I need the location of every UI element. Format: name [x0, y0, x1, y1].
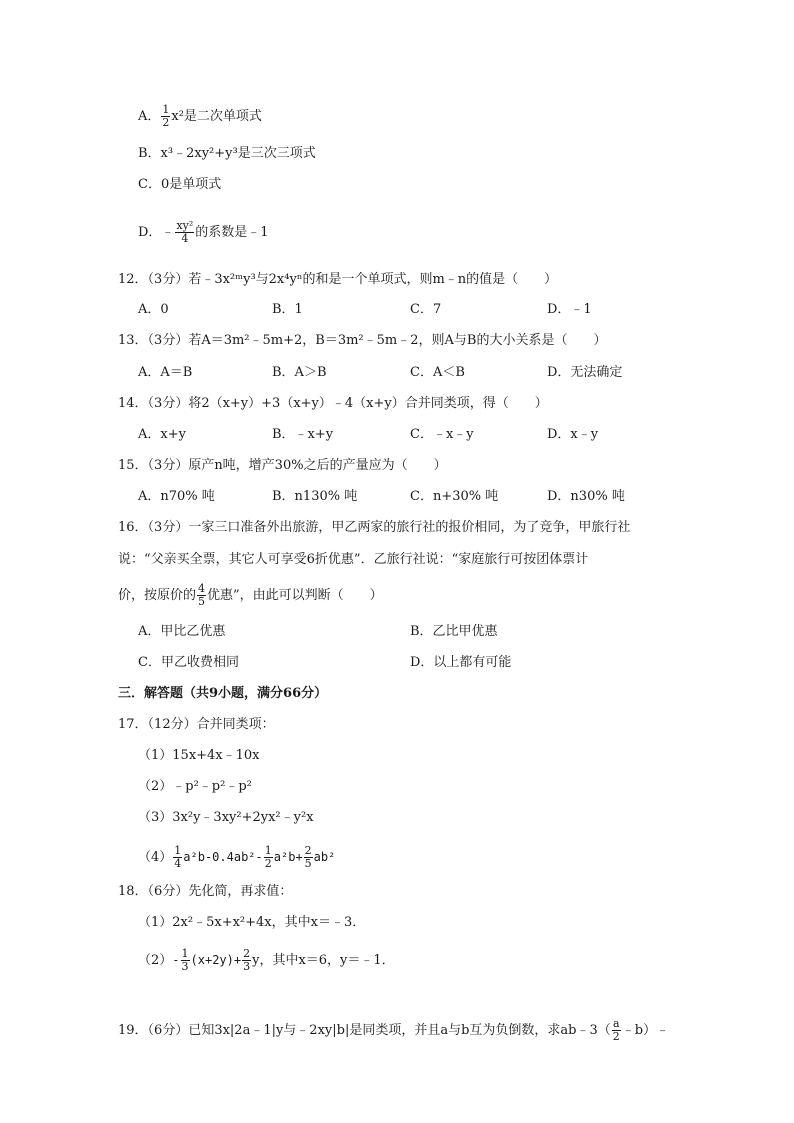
q16-stem-line-3 [118, 583, 383, 608]
q13-option-c: C．A＜B [410, 365, 465, 380]
q14-stem: 14．（3分）将2（x+y）+3（x+y）﹣4（x+y）合并同类项，得（ ） [118, 396, 548, 411]
expression-term: a²b+ [273, 850, 303, 864]
q13-option-d: D．无法确定 [547, 365, 623, 380]
option-text: x²是二次单项式 [171, 109, 262, 124]
q14-option-d: D．x﹣y [547, 427, 599, 442]
fraction-denominator: 2 [264, 857, 272, 870]
q13-option-b: B．A＞B [272, 365, 327, 380]
expression-term: - [172, 953, 180, 967]
q12-stem: 12．（3分）若﹣3x²ᵐy³与2x⁴yⁿ的和是一个单项式，则m﹣n的值是（ ） [118, 272, 558, 287]
q12-option-a: A．0 [138, 302, 169, 317]
section-heading: 三．解答题（共9小题，满分66分） [118, 686, 328, 701]
q16-option-c: C．甲乙收费相同 [138, 655, 239, 670]
expression-term: ab² [313, 850, 336, 864]
q15-option-d: D．n30% 吨 [547, 489, 625, 504]
fraction [242, 948, 251, 973]
q16-text-pre: 价，按原价的 [118, 588, 197, 603]
q17-part-1: （1）15x+4x﹣10x [138, 748, 260, 763]
q16-text-post: 优惠”，由此可以判断（ ） [207, 588, 383, 603]
q16-option-a: A．甲比乙优惠 [138, 624, 226, 639]
q11-option-d [138, 220, 269, 245]
expression-term: y，其中x＝6，y＝﹣1． [252, 953, 395, 968]
q15-option-a: A．n70% 吨 [138, 489, 215, 504]
q11-option-c: C．0是单项式 [138, 177, 222, 192]
expression-term: a²b-0.4ab²- [183, 850, 263, 864]
q18-stem: 18．（6分）先化简，再求值： [118, 884, 293, 899]
fraction [197, 583, 206, 608]
q18-part-2 [138, 948, 395, 973]
fraction-denominator: 5 [198, 595, 206, 608]
fraction-numerator: 2 [243, 947, 251, 960]
q17-part-3: （3）3x²y﹣3xy²+2yx²﹣y²x [138, 810, 314, 825]
q16-option-d: D．以上都有可能 [410, 655, 512, 670]
fraction-denominator: 3 [181, 960, 189, 973]
fraction-numerator: 1 [162, 103, 170, 116]
q17-stem: 17．（12分）合并同类项： [118, 717, 275, 732]
q16-stem-line-2: 说：“父亲买全票，其它人可享受6折优惠”．乙旅行社说：“家庭旅行可按团体票计 [118, 552, 589, 567]
fraction [304, 845, 313, 870]
q14-option-a: A．x+y [138, 427, 186, 442]
part-label: （2） [138, 953, 173, 968]
fraction-denominator: 2 [612, 1030, 620, 1043]
option-text: 的系数是﹣1 [195, 225, 269, 240]
q16-stem-line-1: 16．（3分）一家三口准备外出旅游，甲乙两家的旅行社的报价相同，为了竞争，甲旅行社 [118, 520, 631, 535]
q16-option-b: B．乙比甲优惠 [410, 624, 498, 639]
q13-stem: 13．（3分）若A＝3m²﹣5m+2，B＝3m²﹣5m﹣2，则A与B的大小关系是（ ） [118, 333, 607, 348]
q19-text-pre: 19．（6分）已知3x|2a﹣1|y与﹣2xy|b|是同类项，并且a与b互为负倒数，求ab﹣3（ [118, 1023, 611, 1038]
q18-part-1: （1）2x²﹣5x+x²+4x，其中x＝﹣3． [138, 915, 366, 930]
q11-option-a [138, 104, 262, 129]
q17-part-4 [138, 845, 335, 870]
option-label: D．﹣ [138, 225, 175, 240]
fraction [612, 1018, 621, 1043]
fraction [173, 845, 182, 870]
part-label: （4） [138, 850, 173, 865]
fraction [264, 845, 273, 870]
q14-option-c: C．﹣x﹣y [410, 427, 474, 442]
fraction-denominator: 4 [174, 857, 182, 870]
fraction-numerator: 4 [198, 582, 206, 595]
fraction [161, 104, 170, 129]
q19-text-post: ﹣b）﹣ [621, 1023, 670, 1038]
fraction-denominator: 5 [304, 857, 312, 870]
option-label: A． [138, 109, 161, 124]
fraction-numerator: 1 [174, 844, 182, 857]
q17-part-2: （2）﹣p²﹣p²﹣p² [138, 779, 252, 794]
fraction-numerator: 1 [181, 947, 189, 960]
expression-term: (x+2y)+ [190, 953, 242, 967]
q11-option-b: B．x³﹣2xy²+y³是三次三项式 [138, 146, 316, 161]
fraction-denominator: 2 [162, 116, 170, 129]
q12-option-c: C．7 [410, 302, 442, 317]
fraction-denominator: 4 [181, 232, 189, 245]
q14-option-b: B．﹣x+y [272, 427, 334, 442]
q19-stem [118, 1018, 669, 1043]
fraction-numerator: 1 [264, 844, 272, 857]
fraction [175, 220, 194, 245]
q15-option-b: B．n130% 吨 [272, 489, 358, 504]
q12-option-b: B．1 [272, 302, 303, 317]
fraction-numerator: a [612, 1017, 620, 1030]
fraction-denominator: 3 [243, 960, 251, 973]
q13-option-a: A．A＝B [138, 365, 193, 380]
q15-stem: 15．（3分）原产n吨，增产30%之后的产量应为（ ） [118, 458, 447, 473]
fraction [181, 948, 190, 973]
fraction-numerator: 2 [304, 844, 312, 857]
q15-option-c: C．n+30% 吨 [410, 489, 499, 504]
q12-option-d: D．﹣1 [547, 302, 592, 317]
fraction-numerator: xy² [176, 219, 194, 232]
